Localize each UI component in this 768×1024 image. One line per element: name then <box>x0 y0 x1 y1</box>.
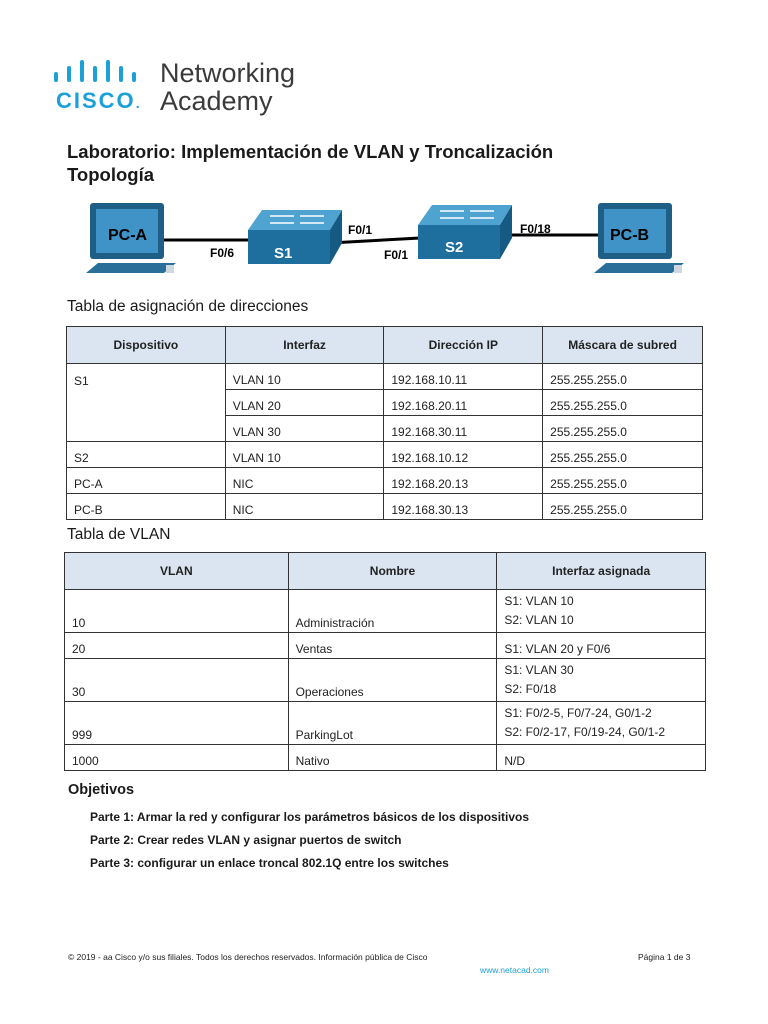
header-direccion-ip: Dirección IP <box>384 327 543 364</box>
header-mascara: Máscara de subred <box>543 327 703 364</box>
footer-copyright: © 2019 - aa Cisco y/o sus filiales. Todos los derechos reservados. Información pública de Cisco <box>68 952 428 962</box>
table-cell: VLAN 10 <box>225 364 384 390</box>
vlan-table-heading: Tabla de VLAN <box>67 526 171 543</box>
s1-switch-icon <box>248 210 342 264</box>
table-cell: 10 <box>65 590 289 633</box>
table-cell: S2 <box>67 442 226 468</box>
table-cell: 1000 <box>65 745 289 771</box>
table-row <box>65 745 706 771</box>
s2-label: S2 <box>445 239 464 256</box>
table-cell: 192.168.20.11 <box>384 390 543 416</box>
vlan-table-header-row <box>65 553 706 590</box>
cisco-wordmark: CISCO. <box>56 88 142 113</box>
table-cell <box>67 390 226 416</box>
table-cell: 192.168.10.12 <box>384 442 543 468</box>
table-row <box>65 659 706 702</box>
logo-networking-text: Networking <box>160 58 296 88</box>
cisco-bars-icon <box>52 58 152 88</box>
s2-switch-icon <box>418 205 512 259</box>
objective-part-1: Parte 1: Armar la red y configurar los parámetros básicos de los dispositivos <box>90 810 530 824</box>
table-cell: 255.255.255.0 <box>543 494 703 520</box>
header-interfaz: Interfaz <box>225 327 384 364</box>
logo-academy-text: Academy <box>160 86 273 116</box>
table-cell: 192.168.30.13 <box>384 494 543 520</box>
table-cell <box>67 416 226 442</box>
table-cell: VLAN 10 <box>225 442 384 468</box>
footer-url-link[interactable]: www.netacad.com <box>480 965 549 975</box>
table-cell: Nativo <box>288 745 497 771</box>
table-cell: ParkingLot <box>288 702 497 745</box>
port-label-s1-f06: F0/6 <box>210 246 235 260</box>
table-cell: 255.255.255.0 <box>543 390 703 416</box>
table-cell: 192.168.30.11 <box>384 416 543 442</box>
cisco-networking-academy-logo <box>52 58 312 118</box>
objectives-heading: Objetivos <box>68 782 135 798</box>
table-cell: S1 <box>67 364 226 390</box>
header-nombre: Nombre <box>288 553 497 590</box>
iface-line: S2: F0/2-17, F0/19-24, G0/1-2 <box>504 725 666 739</box>
table-cell: VLAN 20 <box>225 390 384 416</box>
lab-title: Laboratorio: Implementación de VLAN y Troncalización <box>67 141 554 162</box>
table-cell <box>497 702 706 745</box>
cable-s1-s2 <box>330 238 420 243</box>
header-interfaz-asignada: Interfaz asignada <box>497 553 706 590</box>
header-dispositivo: Dispositivo <box>67 327 226 364</box>
vlan-table <box>64 552 706 771</box>
table-cell: 192.168.20.13 <box>384 468 543 494</box>
table-cell: VLAN 30 <box>225 416 384 442</box>
table-row <box>65 590 706 633</box>
table-row <box>67 442 703 468</box>
table-cell: 999 <box>65 702 289 745</box>
iface-line: S1: VLAN 30 <box>504 663 574 677</box>
port-label-s2-f01: F0/1 <box>384 248 409 262</box>
table-cell: 255.255.255.0 <box>543 364 703 390</box>
pc-b-label: PC-B <box>610 227 650 244</box>
table-row <box>65 702 706 745</box>
table-row <box>67 468 703 494</box>
table-cell: PC-A <box>67 468 226 494</box>
table-cell: NIC <box>225 494 384 520</box>
table-cell: 255.255.255.0 <box>543 468 703 494</box>
addressing-table-heading: Tabla de asignación de direcciones <box>67 298 309 315</box>
table-row <box>67 494 703 520</box>
objective-part-3: Parte 3: configurar un enlace troncal 802.1Q entre los switches <box>90 856 449 870</box>
table-cell: PC-B <box>67 494 226 520</box>
table-row <box>67 416 703 442</box>
header-vlan: VLAN <box>65 553 289 590</box>
topology-diagram <box>80 195 690 285</box>
table-cell: 255.255.255.0 <box>543 416 703 442</box>
table-cell: NIC <box>225 468 384 494</box>
addressing-table-header-row <box>67 327 703 364</box>
iface-line: S1: F0/2-5, F0/7-24, G0/1-2 <box>504 706 652 720</box>
table-cell: Ventas <box>288 633 497 659</box>
table-cell: S1: VLAN 20 y F0/6 <box>497 633 706 659</box>
topology-heading: Topología <box>67 164 154 185</box>
table-cell: 30 <box>65 659 289 702</box>
table-cell: 255.255.255.0 <box>543 442 703 468</box>
table-row <box>67 364 703 390</box>
footer-page-number: Página 1 de 3 <box>638 952 691 962</box>
document-title <box>67 140 553 186</box>
table-row <box>67 390 703 416</box>
iface-line: S1: VLAN 10 <box>504 594 574 608</box>
table-cell <box>497 659 706 702</box>
table-cell: 192.168.10.11 <box>384 364 543 390</box>
iface-line: S2: F0/18 <box>504 682 557 696</box>
port-label-s2-f018: F0/18 <box>520 222 551 236</box>
s1-label: S1 <box>274 245 293 262</box>
table-cell: N/D <box>497 745 706 771</box>
table-cell <box>497 590 706 633</box>
table-cell: 20 <box>65 633 289 659</box>
table-row <box>65 633 706 659</box>
pc-a-label: PC-A <box>108 227 148 244</box>
iface-line: S2: VLAN 10 <box>504 613 574 627</box>
table-cell: Administración <box>288 590 497 633</box>
table-cell: Operaciones <box>288 659 497 702</box>
objective-part-2: Parte 2: Crear redes VLAN y asignar puertos de switch <box>90 833 402 847</box>
addressing-table <box>66 326 703 520</box>
port-label-s1-f01: F0/1 <box>348 223 373 237</box>
